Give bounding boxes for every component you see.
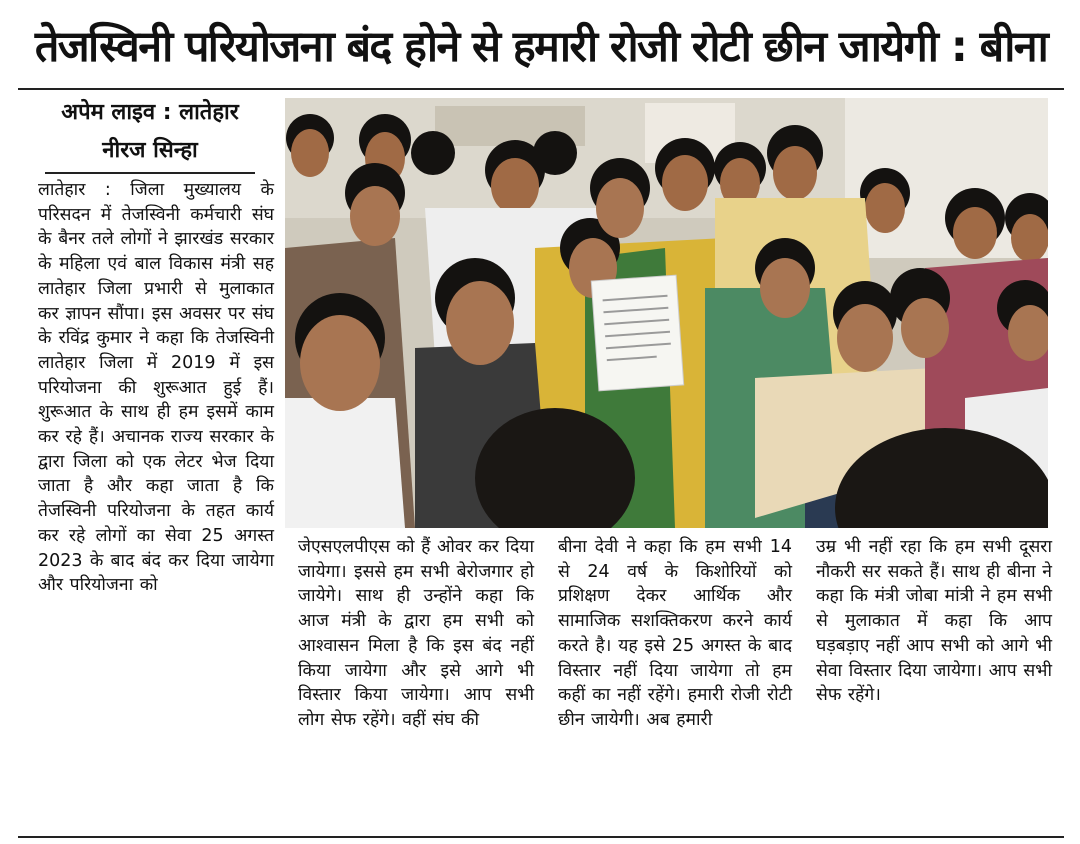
bottom-rule: [18, 836, 1064, 838]
article-column-1: [38, 178, 274, 598]
group-photo-illustration: [285, 98, 1048, 528]
news-photo: [285, 98, 1048, 528]
byline-rule: [45, 172, 255, 174]
byline: [20, 94, 280, 170]
article-column-4: [816, 535, 1052, 708]
headline: तेजस्विनी परियोजना बंद होने से हमारी रोजी रोटी छीन जायेगी : बीना: [34, 21, 1048, 72]
column-text: उम्र भी नहीं रहा कि हम सभी दूसरा नौकरी सर सकते हैं। साथ ही बीना ने कहा कि मंत्री जोबा मांत्री ने हम सभी से मुलाकात में कहा कि आप घड़बड़ाए नहीं आप सभी को आगे भी सेवा विस्तार दिया जायेगा। आप सभी सेफ रहेंगे।: [816, 537, 1052, 706]
column-text: लातेहार : जिला मुख्यालय के परिसदन में तेजस्विनी कर्मचारी संघ के बैनर तले लोगों ने झारखंड सरकार के महिला एवं बाल विकास मंत्री सह लातेहार जिला प्रभारी से मुलाकात कर ज्ञापन सौंपा। इस अवसर पर संघ के रविंद्र कुमार ने कहा कि तेजस्विनी लातेहार जिला में 2019 में इस परियोजना की शुरूआत हुई हैं। शुरूआत के साथ ही हम इसमें काम कर रहे हैं। अचानक राज्य सरकार के द्वारा जिला को एक लेटर भेज दिया जाता है और कहा जाता है कि तेजस्विनी परियोजना के तहत कार्य कर रहे लोगों का सेवा 25 अगस्त 2023 के बाद बंद कर दिया जायेगा और परियोजना को: [38, 180, 274, 596]
column-text: जेएसएलपीएस को हैं ओवर कर दिया जायेगा। इससे हम सभी बेरोजगार हो जायेगे। साथ ही उन्होंने कहा कि आज मंत्री के द्वारा हम सभी को आश्वासन मिला है कि इस बंद नहीं किया जायेगा और इसे आगे भी विस्तार किया जायेगा। आप सभी लोग सेफ रहेंगे। वहीं संघ की: [298, 537, 534, 730]
author-name: नीरज सिन्हा: [102, 138, 198, 163]
news-source: अपेम लाइव : लातेहार: [61, 100, 239, 125]
article-column-3: [558, 535, 792, 733]
article-column-2: [298, 535, 534, 733]
column-text: बीना देवी ने कहा कि हम सभी 14 से 24 वर्ष के किशोरियों को प्रशिक्षण देकर आर्थिक और सामाजिक सशक्तिकरण करने कार्य करते है। यह इसे 25 अगस्त के बाद विस्तार नहीं दिया जायेगा तो हम कहीं का नहीं रहेंगे। हमारी रोजी रोटी छीन जायेगी। अब हमारी: [558, 537, 792, 730]
headline-rule: [18, 88, 1064, 90]
